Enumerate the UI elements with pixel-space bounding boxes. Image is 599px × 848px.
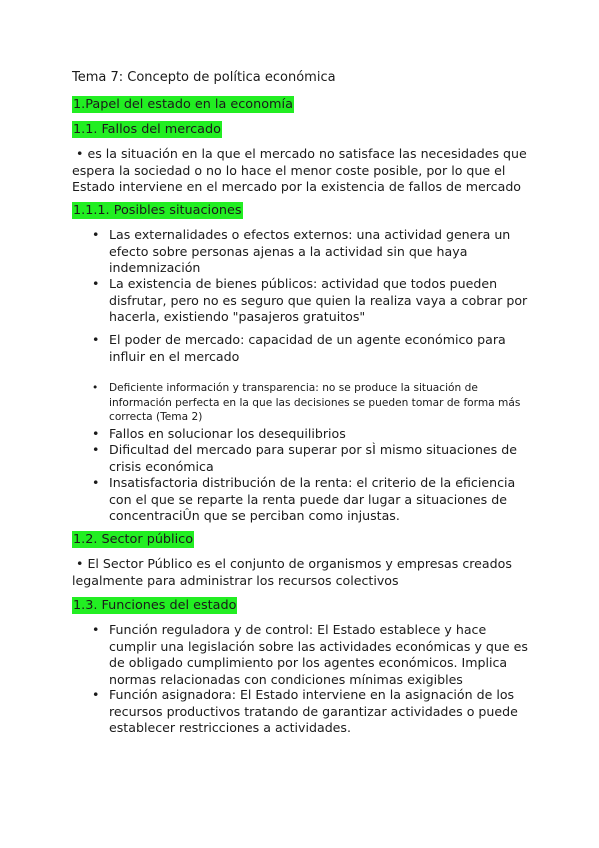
heading-posibles-situaciones: 1.1.1. Posibles situaciones bbox=[73, 203, 242, 218]
list-item-text: La existencia de bienes públicos: actividad que todos pueden disfrutar, pero no es seguro que quien la realiza vaya a cobrar por hacerla, existiendo "pasajeros gratuitos" bbox=[109, 276, 528, 324]
list-item bbox=[92, 622, 532, 688]
list-item-text: El poder de mercado: capacidad de un agente económico para influir en el mercado bbox=[109, 332, 506, 364]
heading-funciones-estado: 1.3. Funciones del estado bbox=[73, 598, 237, 613]
bullet-mark: • bbox=[92, 622, 100, 637]
paragraph-fallos-definition bbox=[72, 146, 542, 196]
bullet-mark: • bbox=[92, 442, 100, 457]
document-title: Tema 7: Concepto de política económica bbox=[72, 70, 336, 85]
list-item-text: Función reguladora y de control: El Estado establece y hace cumplir una legislación sobre las actividades económicas y que es de obligado cumplimiento por los agentes económicos. Implica normas relacionadas con condiciones mínimas exigibles bbox=[109, 622, 528, 687]
bullet-mark: • bbox=[92, 475, 100, 490]
bullet-mark: • bbox=[92, 687, 100, 702]
bullet-mark: • bbox=[92, 332, 100, 347]
bullet-mark: • bbox=[76, 146, 84, 161]
bullet-mark: • bbox=[92, 276, 100, 291]
list-item bbox=[92, 381, 532, 425]
heading-papel-estado: 1.Papel del estado en la economía bbox=[73, 97, 293, 112]
paragraph-sector-publico bbox=[72, 556, 542, 589]
list-item bbox=[92, 442, 532, 475]
bullet-mark: • bbox=[92, 382, 99, 394]
paragraph-text: El Sector Público es el conjunto de organismos y empresas creados legalmente para administrar los recursos colectivos bbox=[72, 556, 512, 588]
list-item bbox=[92, 426, 532, 443]
paragraph-text: es la situación en la que el mercado no satisface las necesidades que espera la sociedad o no lo hace el menor coste posible, por lo que el Estado interviene en el mercado por la existencia de fallos de mercado bbox=[72, 146, 527, 194]
list-item-text: Función asignadora: El Estado interviene en la asignación de los recursos productivos tratando de garantizar actividades o puede establecer restricciones a actividades. bbox=[109, 687, 518, 735]
list-item-text: Insatisfactoria distribución de la renta: el criterio de la eficiencia con el que se reparte la renta puede dar lugar a situaciones de concentraciÛn que se perciban como injustas. bbox=[109, 475, 516, 523]
list-item bbox=[92, 227, 532, 277]
bullet-mark: • bbox=[76, 556, 84, 571]
bullet-mark: • bbox=[92, 227, 100, 242]
list-item bbox=[92, 332, 532, 365]
list-item bbox=[92, 276, 532, 326]
list-item-text: Deficiente información y transparencia: no se produce la situación de información perfecta en la que las decisiones se pueden tomar de forma más correcta (Tema 2) bbox=[109, 382, 521, 423]
list-item-text: Dificultad del mercado para superar por sÌ mismo situaciones de crisis económica bbox=[109, 442, 517, 474]
list-item-text: Las externalidades o efectos externos: una actividad genera un efecto sobre personas ajenas a la actividad sin que haya indemnización bbox=[109, 227, 511, 275]
list-item-text: Fallos en solucionar los desequilibrios bbox=[109, 426, 346, 441]
bullet-mark: • bbox=[92, 426, 100, 441]
heading-sector-publico: 1.2. Sector público bbox=[73, 532, 194, 547]
list-item bbox=[92, 475, 532, 525]
heading-fallos-mercado: 1.1. Fallos del mercado bbox=[73, 122, 221, 137]
list-item bbox=[92, 687, 532, 737]
